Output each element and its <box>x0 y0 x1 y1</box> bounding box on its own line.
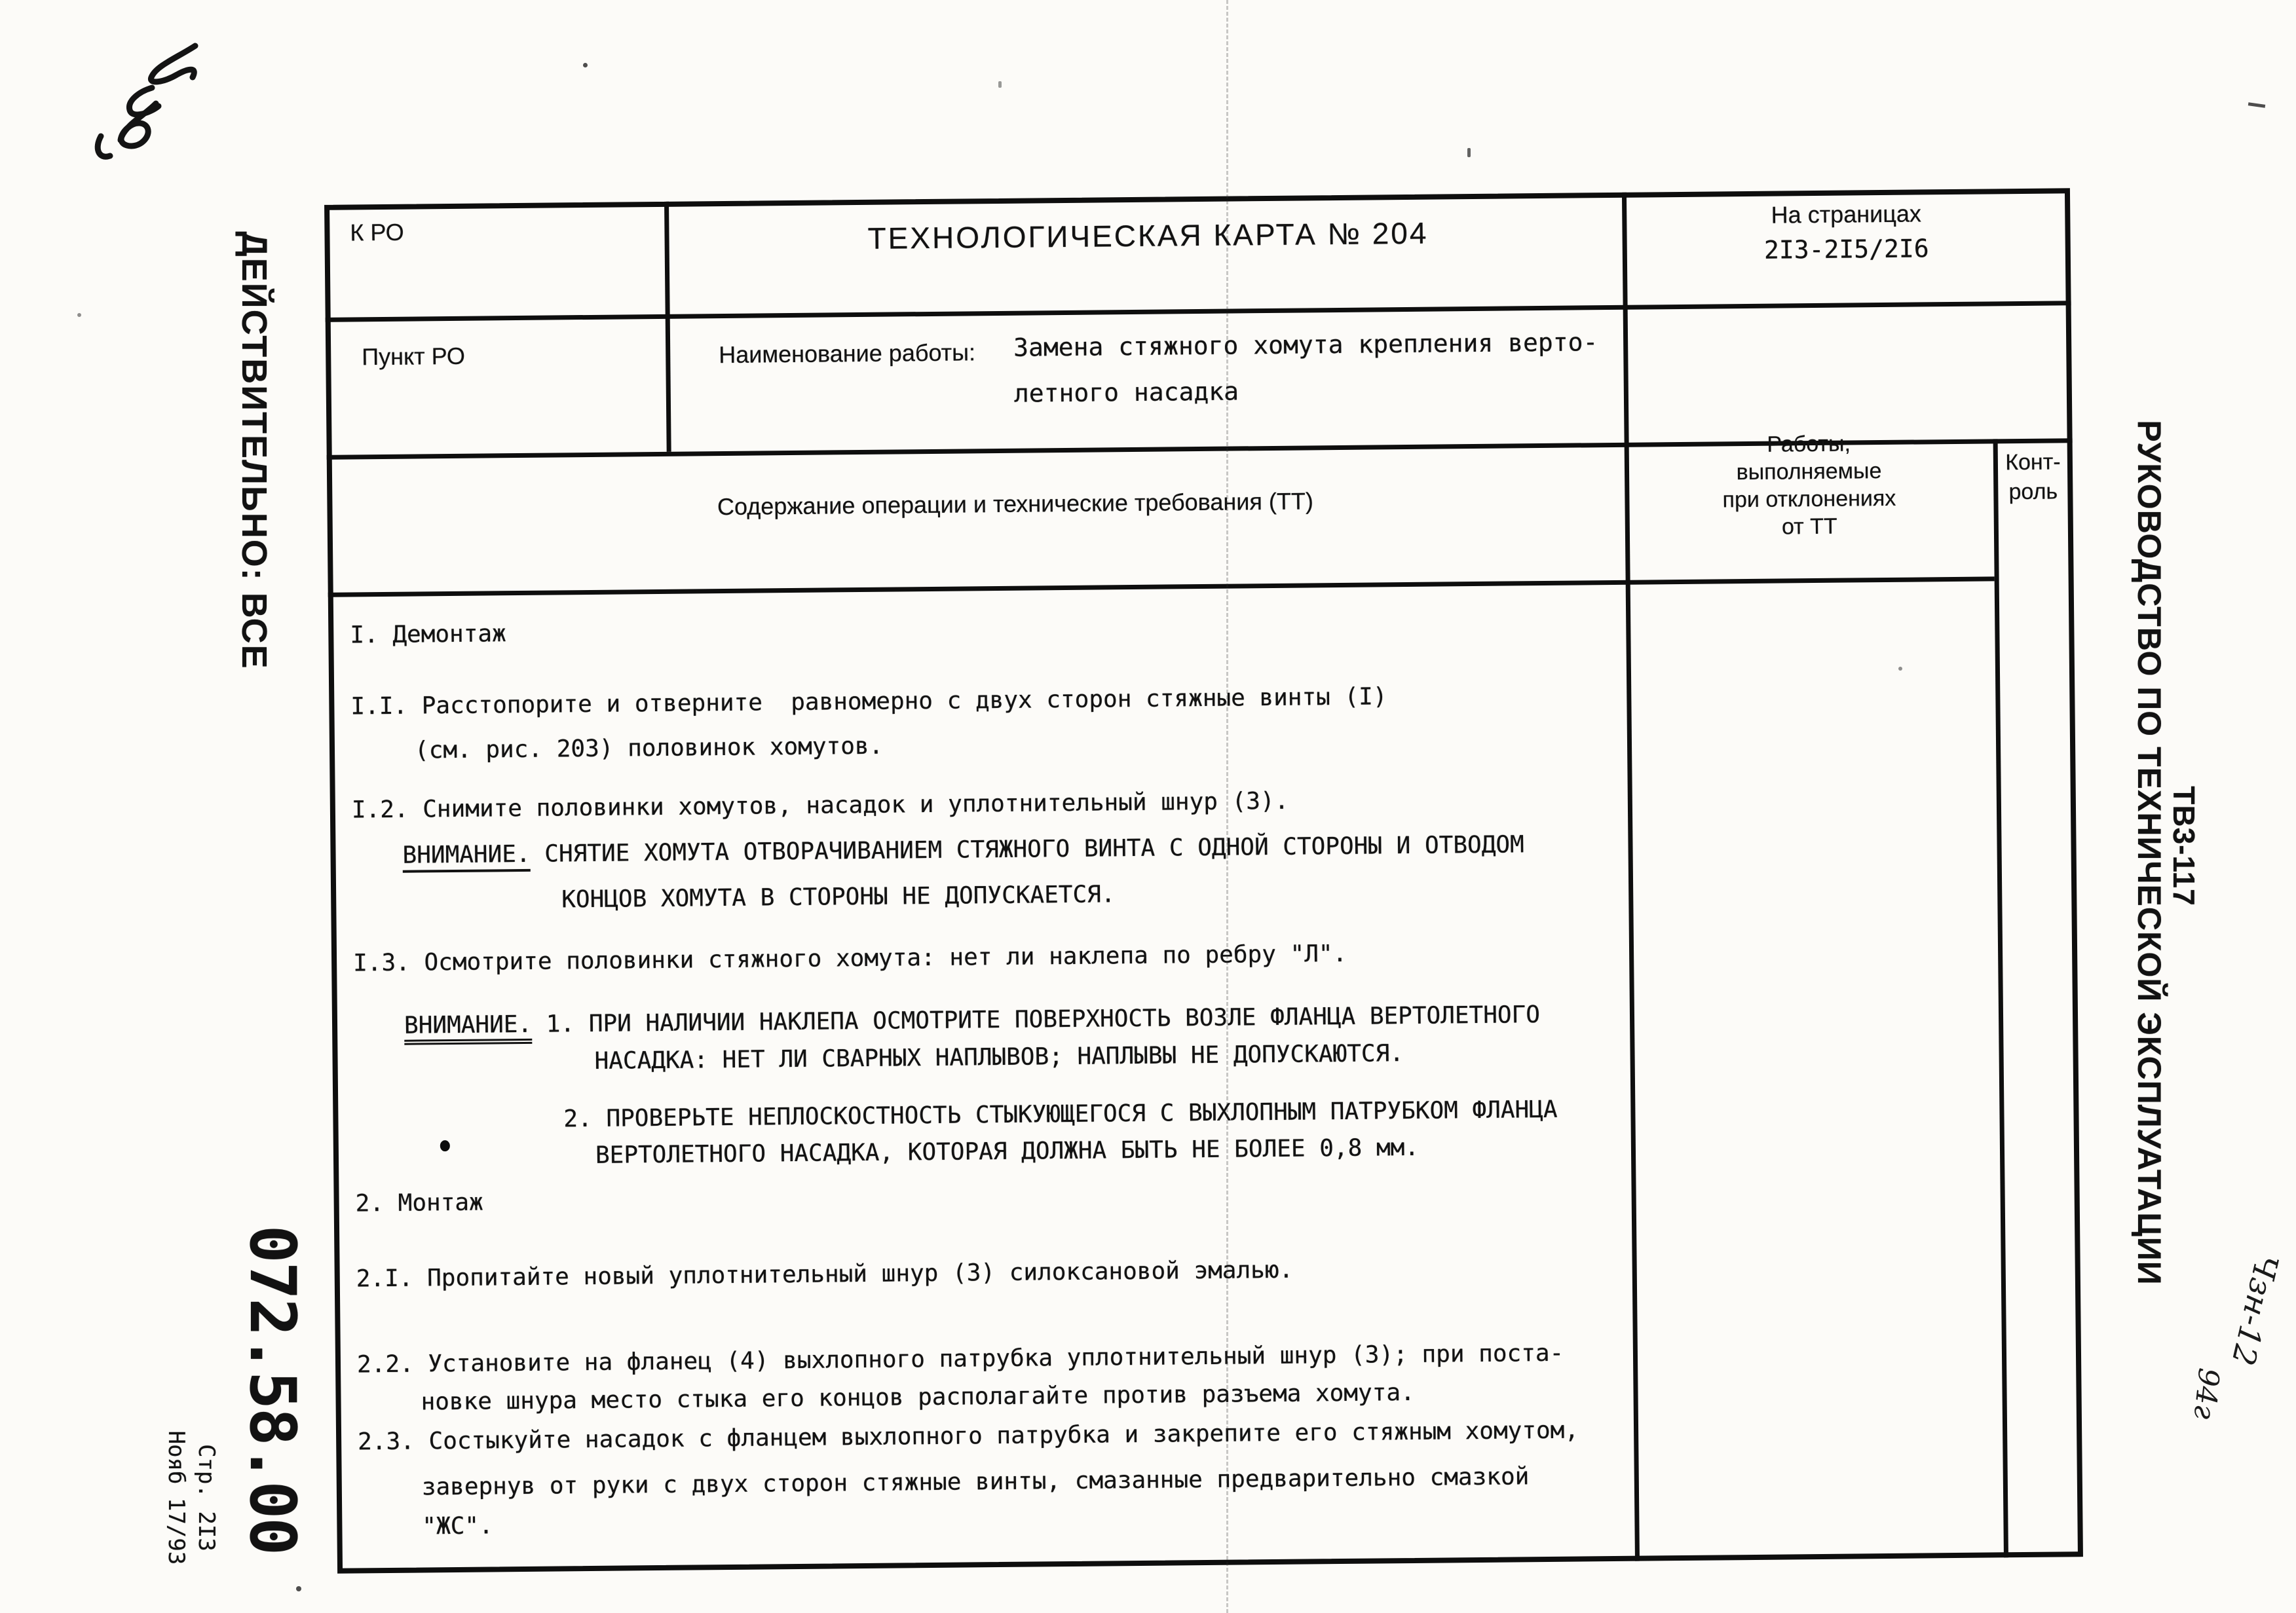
body-line: НАСАДКА: НЕТ ЛИ СВАРНЫХ НАПЛЫВОВ; НАПЛЫВЫ НЕ ДОПУСКАЮТСЯ. <box>594 1040 1404 1075</box>
body-line: 2.2. Установите на фланец (4) выхлопного патрубка уплотнительный шнур (3); при поста- <box>356 1339 1564 1379</box>
handwriting-right-1: Чзн-12 <box>2224 1250 2286 1369</box>
header-line: выполняемые <box>1736 458 1882 485</box>
stray-ink-dot <box>440 1140 450 1151</box>
work-name-value-1: Замена стяжного хомута крепления верто- <box>1013 327 1598 362</box>
cell-pages <box>1622 198 2071 266</box>
body-line: ВЕРТОЛЕТНОГО НАСАДКА, КОТОРАЯ ДОЛЖНА БЫТЬ НЕ БОЛЕЕ 0,8 мм. <box>595 1134 1420 1169</box>
body-line: 2. Монтаж <box>355 1189 483 1217</box>
header-line: Конт- <box>2005 449 2061 475</box>
body-line: ВНИМАНИЕ. 1. ПРИ НАЛИЧИИ НАКЛЕПА ОСМОТРИТЕ ПОВЕРХНОСТЬ ВОЗЛЕ ФЛАНЦА ВЕРТОЛЕТНОГО <box>404 1001 1540 1039</box>
body-line: КОНЦОВ ХОМУТА В СТОРОНЫ НЕ ДОПУСКАЕТСЯ. <box>561 881 1116 914</box>
work-name-label: Наименование работы: <box>719 339 976 369</box>
attention-label: ВНИМАНИЕ. <box>402 841 531 873</box>
pages-value: 2I3-2I5/2I6 <box>1763 234 1929 265</box>
speckle <box>77 313 81 317</box>
body-line: (см. рис. 203) половинок хомутов. <box>414 732 884 764</box>
pages-label: На страницах <box>1771 200 1922 229</box>
page-ref-line: Нояб 17/93 <box>163 1430 189 1565</box>
handwriting-right-2: 94г <box>2187 1366 2226 1421</box>
content-column-header: Содержание операции и технические требования (ТТ) <box>717 487 1314 521</box>
body-line: 2.3. Состыкуйте насадок с фланцем выхлопного патрубка и закрепите его стяжным хомутом, <box>357 1417 1579 1456</box>
speckle <box>1898 667 1902 671</box>
work-name-value-2: летного насадка <box>1013 377 1239 408</box>
body-line: "ЖС". <box>422 1512 493 1540</box>
deviations-column-header <box>1624 428 1994 542</box>
card-title: ТЕХНОЛОГИЧЕСКАЯ КАРТА № 204 <box>867 215 1429 255</box>
doc-number: 072.58.00 <box>236 1225 309 1555</box>
speckle <box>998 81 1002 88</box>
scan-fold-line <box>1226 0 1228 1613</box>
tech-card-table <box>324 188 2083 1573</box>
body-line: ВНИМАНИЕ. СНЯТИЕ ХОМУТА ОТВОРАЧИВАНИЕМ СТЯЖНОГО ВИНТА С ОДНОЙ СТОРОНЫ И ОТВОДОМ <box>402 831 1524 868</box>
body-line: I.3. Осмотрите половинки стяжного хомута: нет ли наклепа по ребру "Л". <box>352 940 1347 977</box>
engine-model: ТВ3-117 <box>2167 786 2201 906</box>
left-margin-stamp: ДЕЙСТВИТЕЛЬНО: ВСЕ <box>235 231 274 670</box>
speckle <box>1467 148 1471 157</box>
body-line: I. Демонтаж <box>350 620 506 649</box>
speckle <box>296 1586 301 1591</box>
body-line: I.I. Расстопорите и отверните равномерно с двух сторон стяжные винты (I) <box>350 683 1387 720</box>
body-line: 2.I. Пропитайте новый уплотнительный шнур (3) силоксановой эмалью. <box>356 1256 1294 1293</box>
cell-k-ro: К РО <box>350 218 404 246</box>
header-line: роль <box>2008 479 2058 505</box>
control-column-header <box>1993 447 2073 507</box>
speckle <box>2248 102 2265 108</box>
manual-title: РУКОВОДСТВО ПО ТЕХНИЧЕСКОЙ ЭКСПЛУАТАЦИИ <box>2131 420 2168 1286</box>
header-line: от ТТ <box>1781 513 1837 540</box>
cell-punkt-ro: Пункт РО <box>362 342 466 371</box>
header-line: Работы, <box>1767 431 1851 457</box>
body-line: I.2. Снимите половинки хомутов, насадок и уплотнительный шнур (3). <box>351 787 1289 824</box>
page-ref-line: Стр. 2I3 <box>193 1444 219 1551</box>
page-ref <box>161 1431 221 1565</box>
body-line: завернув от руки с двух сторон стяжные винты, смазанные предварительно смазкой <box>421 1463 1530 1501</box>
body-line: новке шнура место стыка его концов располагайте против разъема хомута. <box>421 1379 1415 1416</box>
header-line: при отклонениях <box>1722 485 1896 513</box>
handwriting-scribble-top-left <box>79 20 223 170</box>
attention-label: ВНИМАНИЕ. <box>404 1011 533 1045</box>
body-line: 2. ПРОВЕРЬТЕ НЕПЛОСКОСТНОСТЬ СТЫКУЮЩЕГОСЯ С ВЫХЛОПНЫМ ПАТРУБКОМ ФЛАНЦА <box>563 1096 1558 1133</box>
speckle <box>583 63 588 67</box>
